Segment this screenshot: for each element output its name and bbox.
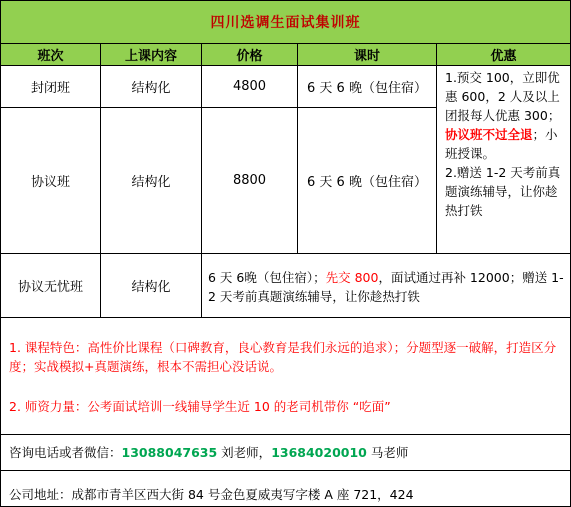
features-block [0,318,571,435]
teacher-liu: 刘老师， [217,445,272,460]
table-title: 四川选调生面试集训班 [0,0,571,44]
header-class: 班次 [0,44,101,66]
discount-line3: 2.赠送 1-2 天考前真题演练辅导，让你趁热打铁 [445,165,561,218]
feature-course: 1. 课程特色：高性价比课程（口碑教育，良心教育是我们永远的追求）；分题型逐一破解，打造区分度；实战模拟+真题演练，根本不需担心没话说。 [9,340,557,374]
discount-cell [437,66,571,254]
teacher-ma: 马老师 [366,445,409,460]
worryfree-prepay: 先交 800 [325,270,379,285]
row-agreement-price: 8800 [202,108,298,254]
discount-full-refund: 协议班不过全退 [445,127,533,142]
header-hours: 课时 [298,44,437,66]
worryfree-part3: ，面试通过再补 12000；赠送 1-2 天考前真题演练辅导，让你趁热打铁 [208,270,564,304]
contact-row [0,435,571,471]
header-discount: 优惠 [437,44,571,66]
row-agreement-hours: 6 天 6 晚（包住宿） [298,108,437,254]
address-row: 公司地址：成都市青羊区西大街 84 号金色夏威夷写字楼 A 座 721，424 [0,471,571,507]
phone-liu[interactable]: 13088047635 [121,445,218,460]
row-agreement-name: 协议班 [0,108,101,254]
row-worryfree-detail [202,254,571,318]
row-worryfree-content: 结构化 [101,254,202,318]
header-content: 上课内容 [101,44,202,66]
contact-label: 咨询电话或者微信： [9,445,122,460]
discount-line2-tail: ；小班授课。 [445,127,558,161]
phone-ma[interactable]: 13684020010 [271,445,367,460]
feature-teachers: 2. 师资力量：公考面试培训一线辅导学生近 10 的老司机带你 “吃面” [9,399,391,414]
header-price: 价格 [202,44,298,66]
row-agreement-content: 结构化 [101,108,202,254]
row-worryfree-name: 协议无忧班 [0,254,101,318]
row-closed-hours: 6 天 6 晚（包住宿） [298,66,437,108]
discount-line1: 1.预交 100，立即优惠 600，2 人及以上团报每人优惠 300； [445,70,561,123]
worryfree-part1: 6 天 6晚（包住宿）； [208,270,326,285]
row-closed-name: 封闭班 [0,66,101,108]
row-closed-content: 结构化 [101,66,202,108]
row-closed-price: 4800 [202,66,298,108]
